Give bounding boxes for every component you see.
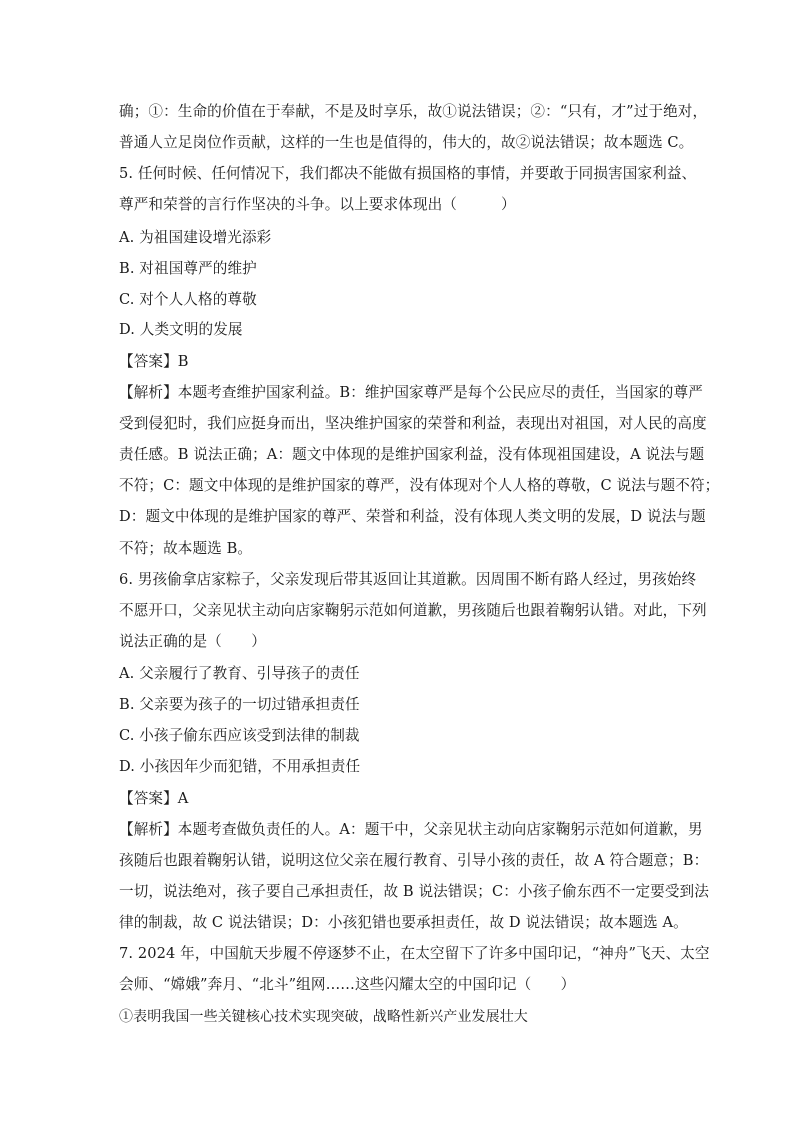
question-6-analysis: 孩随后也跟着鞠躬认错，说明这位父亲在履行教育、引导小孩的责任，故 A 符合题意；B： — [119, 852, 709, 869]
question-5-option-a: A. 为祖国建设增光添彩 — [119, 229, 272, 246]
question-5-analysis: 责任感。B 说法正确；A：题文中体现的是维护国家利益，没有体现祖国建设，A 说法与题 — [119, 446, 705, 463]
question-6-stem: 6. 男孩偷拿店家粽子，父亲发现后带其返回让其道歉。因周围不断有路人经过，男孩始终 — [119, 571, 697, 588]
question-6-option-a: A. 父亲履行了教育、引导孩子的责任 — [119, 665, 360, 682]
question-6-option-c: C. 小孩子偷东西应该受到法律的制裁 — [119, 727, 360, 744]
question-7-statement-1: ①表明我国一些关键核心技术实现突破，战略性新兴产业发展壮大 — [119, 1009, 528, 1025]
question-6-stem: 说法正确的是（ ） — [119, 633, 266, 650]
question-5-stem: 尊严和荣誉的言行作坚决的斗争。以上要求体现出（ ） — [119, 196, 516, 213]
question-6-analysis: 【解析】本题考查做负责任的人。A：题干中，父亲见状主动向店家鞠躬示范如何道歉，男 — [119, 821, 703, 838]
question-5-stem: 5. 任何时候、任何情况下，我们都决不能做有损国格的事情，并要敢于同损害国家利益、 — [119, 165, 697, 182]
question-5-option-d: D. 人类文明的发展 — [119, 321, 243, 338]
question-5-answer: 【答案】B — [119, 353, 189, 370]
question-5-option-b: B. 对祖国尊严的维护 — [119, 260, 257, 277]
text-line: 确；①：生命的价值在于奉献，不是及时享乐，故①说法错误；②：“只有，才”过于绝对， — [119, 103, 708, 120]
question-7-stem: 会师、“嫦娥”奔月、“北斗”组网……这些闪耀太空的中国印记（ ） — [119, 976, 576, 993]
question-5-analysis: 不符；故本题选 B。 — [119, 540, 253, 557]
question-5-analysis: 受到侵犯时，我们应挺身而出，坚决维护国家的荣誉和利益，表现出对祖国，对人民的高度 — [119, 415, 707, 432]
text-line: 普通人立足岗位作贡献，这样的一生也是值得的，伟大的，故②说法错误；故本题选 C。 — [119, 134, 694, 151]
question-6-option-d: D. 小孩因年少而犯错，不用承担责任 — [119, 758, 361, 775]
question-5-analysis: D：题文中体现的是维护国家的尊严、荣誉和利益，没有体现人类文明的发展，D 说法与题 — [119, 508, 706, 525]
question-5-option-c: C. 对个人人格的尊敬 — [119, 291, 257, 308]
question-6-analysis: 律的制裁，故 C 说法错误；D：小孩犯错也要承担责任，故 D 说法错误；故本题选 A。 — [119, 914, 688, 931]
question-6-analysis: 一切，说法绝对，孩子要自己承担责任，故 B 说法错误；C：小孩子偷东西不一定要受到法 — [119, 883, 709, 900]
question-7-stem: 7. 2024 年，中国航天步履不停逐梦不止，在太空留下了许多中国印记，“神舟”飞天、太空 — [119, 945, 710, 962]
question-5-analysis: 【解析】本题考查维护国家利益。B：维护国家尊严是每个公民应尽的责任，当国家的尊严 — [119, 384, 703, 401]
question-6-option-b: B. 父亲要为孩子的一切过错承担责任 — [119, 696, 360, 713]
question-6-stem: 不愿开口，父亲见状主动向店家鞠躬示范如何道歉，男孩随后也跟着鞠躬认错。对此，下列 — [119, 602, 707, 619]
question-6-answer: 【答案】A — [119, 790, 189, 807]
question-5-analysis: 不符；C：题文中体现的是维护国家的尊严，没有体现对个人人格的尊敬，C 说法与题不符； — [119, 477, 720, 494]
